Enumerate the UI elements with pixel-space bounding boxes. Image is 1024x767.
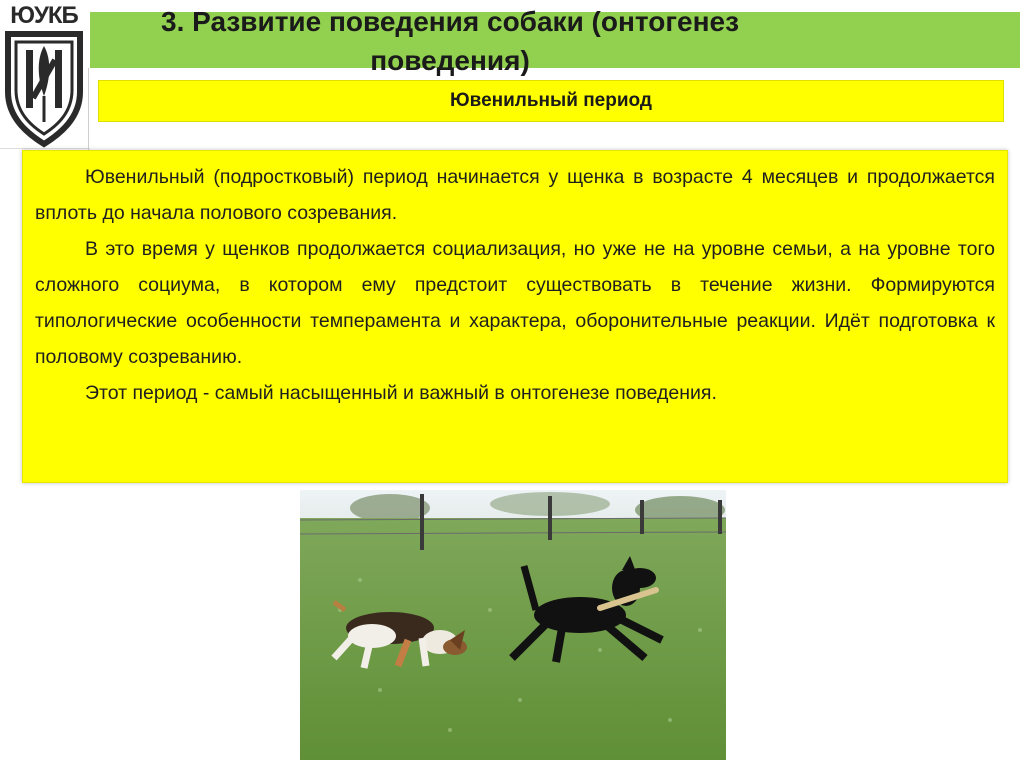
dogs-playing-photo bbox=[300, 490, 726, 760]
content-box bbox=[22, 150, 1008, 483]
divider-vertical bbox=[88, 68, 89, 150]
subtitle: Ювенильный период bbox=[450, 90, 652, 111]
paragraph-2: В это время у щенков продолжается социализация, но уже не на уровне семьи, а на уровне того сложного социума, в котором ему предстоит существовать в течение жизни. Формируются типологические особенности темперамента и характера, оборонительные реакции. Идёт подготовка к половому созреванию. bbox=[35, 238, 995, 368]
paragraph-3: Этот период - самый насыщенный и важный в онтогенезе поведения. bbox=[85, 382, 717, 404]
logo bbox=[0, 0, 88, 150]
subtitle-bar bbox=[98, 80, 1004, 122]
shield-emblem-icon bbox=[0, 30, 88, 148]
paragraph-1: Ювенильный (подростковый) период начинается у щенка в возрасте 4 месяцев и продолжается вплоть до начала полового созревания. bbox=[35, 166, 995, 224]
page-title: 3. Развитие поведения собаки (онтогенез поведения) bbox=[161, 6, 739, 76]
divider-horizontal bbox=[0, 148, 90, 149]
logo-text: ЮУКБ bbox=[10, 2, 78, 29]
